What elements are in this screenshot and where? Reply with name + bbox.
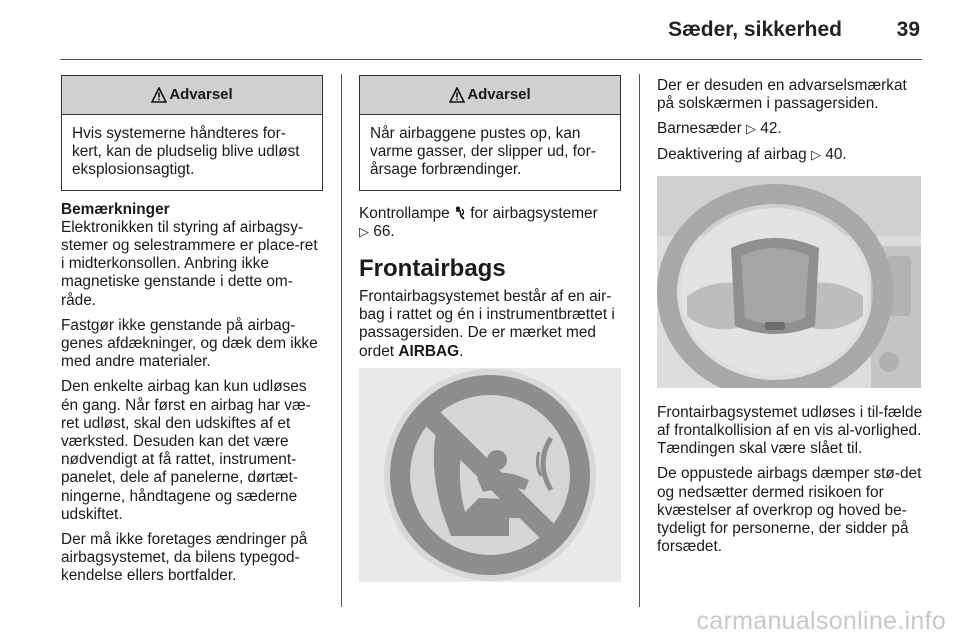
warning-title: Advarsel (169, 85, 233, 103)
page-ref[interactable]: 42. (760, 120, 782, 138)
page-ref-arrow-icon: ▷ (811, 146, 821, 162)
page-ref-arrow-icon: ▷ (359, 223, 369, 239)
cross-ref-label: Deaktivering af airbag (657, 145, 807, 163)
warning-box-header (360, 76, 620, 115)
control-lamp-text: for airbagsystemer (470, 204, 598, 222)
paragraph (359, 288, 621, 361)
warning-box-header (62, 76, 322, 115)
airbag-word: AIRBAG (398, 342, 460, 360)
warning-box (61, 75, 323, 191)
page-number: 39 (896, 18, 920, 41)
cross-ref-line (657, 146, 925, 164)
paragraph: De oppustede airbags dæmper stø-det og nedsætter dermed risikoen for kvæstelser af overkrop og hoved be-tydeligt for personerne, der sidder på forsædet. (657, 465, 922, 556)
column-2 (359, 75, 621, 582)
page-ref-arrow-icon: ▷ (745, 121, 756, 137)
warning-box (359, 75, 621, 191)
intro-end: . (459, 342, 464, 360)
section-title: Frontairbags (359, 255, 506, 283)
paragraph: Der må ikke foretages ændringer på airbagsystemet, da bilens typegod-kendelse ellers bortfalder. (61, 531, 308, 585)
page-header-title: Sæder, sikkerhed (668, 18, 842, 41)
control-lamp-label: Kontrollampe (359, 204, 450, 222)
column-1 (61, 75, 323, 593)
header-rule (60, 59, 922, 60)
control-lamp-line (359, 205, 621, 241)
watermark: carmanualsonline.info (696, 607, 946, 635)
page-ref[interactable]: 66. (373, 222, 395, 240)
airbag-lamp-icon (454, 206, 466, 220)
warning-triangle-icon (151, 87, 167, 103)
cross-ref-line (657, 120, 925, 138)
paragraph: Frontairbagsystemet udløses i til-fælde af frontalkollision af en vis al-vorlighed. Tændingen skal være slået til. (657, 403, 923, 458)
column-divider-2 (639, 74, 640, 607)
column-divider-1 (341, 74, 342, 607)
paragraph: Der er desuden en advarselsmærkat på solskærmen i passagersiden. (657, 77, 907, 113)
warning-triangle-icon (449, 87, 465, 103)
cross-ref-label: Barnesæder (657, 120, 742, 138)
intro-text: Frontairbagsystemet består af en air-bag i rattet og én i instrumentbrættet i passagersiden. De er mærket med ordet (359, 288, 615, 360)
paragraph: Den enkelte airbag kan kun udløses én gang. Når først en airbag har væ-ret udløst, skal den udskiftes af et værksted. Desuden kan det være nødvendigt at få rattet, instrument-panelet, dele af panelerne, dørtæt-ningerne, håndtagene og sæderne udskiftet. (61, 378, 311, 523)
warning-title: Advarsel (467, 85, 531, 103)
notes-heading: Bemærkninger (61, 200, 170, 218)
paragraph: Elektronikken til styring af airbagsy-stemer og selestrammere er place-ret i midterkonsollen. Anbring ikke magnetiske genstande i dette om-råde. (61, 218, 318, 309)
paragraph: Fastgør ikke genstande på airbag-genes afdækninger, og dæk dem ikke med andre materialer. (61, 316, 318, 371)
warning-text: Når airbaggene pustes op, kan varme gasser, der slipper ud, for-årsage forbrændinger. (370, 125, 596, 179)
warning-text: Hvis systemerne håndteres for-kert, kan de pludselig blive udløst eksplosionsagtigt. (72, 125, 300, 179)
rear-facing-child-seat-prohibited-image (359, 368, 621, 582)
page-ref[interactable]: 40. (825, 145, 847, 163)
column-3 (657, 77, 925, 563)
steering-wheel-airbag-image (657, 176, 921, 388)
